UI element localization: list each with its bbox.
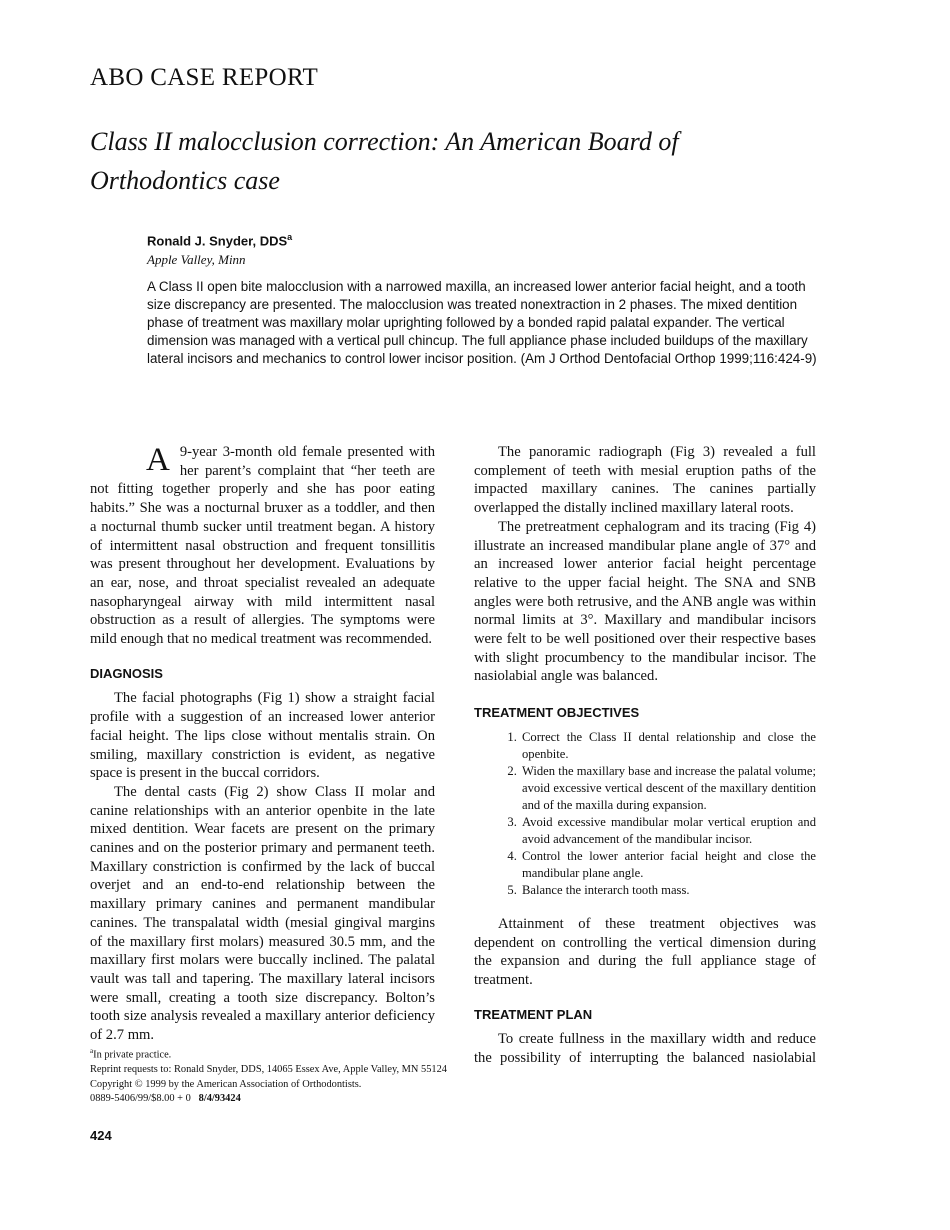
- intro-paragraph: [90, 443, 435, 649]
- footnote-practice-text: In private practice.: [93, 1049, 172, 1061]
- footnote-code-text: 0889-5406/99/$8.00 + 0: [90, 1093, 191, 1105]
- diagnosis-paragraph-2: The dental casts (Fig 2) show Class II molar and canine relationships with an anterior openbite in the late mixed dentition. Wear facets are present on the primary canines and on the posterior primary and permanent teeth. Maxillary constriction is confirmed by the lack of buccal overjet and an end-to-end relationship between the maxillary primary canines and permanent mandibular canines. The transpalatal width (mesial gingival margins of the maxillary first molars) measured 30.5 mm, and the maxillary first molars were buccally inclined. The palatal vault was tall and tapering. The maxillary lateral incisors were small, creating a tooth size discrepancy. Bolton’s tooth size analysis revealed a maxillary anterior deficiency of 2.7 mm.: [90, 783, 435, 1044]
- objective-item: 3. Avoid excessive mandibular molar vertical eruption and avoid advancement of the mandibular incisor.: [520, 814, 816, 848]
- intro-text: 9-year 3-month old female presented with her parent’s complaint that “her teeth are not fitting together properly and she has poor eating habits.” She was a nocturnal bruxer as a toddler, and then a nocturnal thumb sucker until treatment began. A history of intermittent nasal obstruction and frequent tonsillitis was present throughout her development. Evaluations by an ear, nose, and throat specialist revealed an adequate nasopharyngeal airway with mild intermittent nasal obstruction as a result of allergies. The symptoms were mild enough that no medical treatment was recommended.: [90, 444, 435, 648]
- plan-heading: TREATMENT PLAN: [474, 1006, 593, 1022]
- objectives-list: [474, 729, 816, 899]
- objective-item: 1. Correct the Class II dental relationship and close the openbite.: [520, 729, 816, 763]
- footnote-code-bold: 8/4/93424: [198, 1093, 241, 1105]
- author-text: Ronald J. Snyder, DDS: [147, 233, 288, 249]
- footnote-code: [90, 1092, 450, 1107]
- footnote-practice: [90, 1044, 450, 1063]
- footnote-copyright: Copyright © 1999 by the American Association of Orthodontists.: [90, 1078, 362, 1090]
- page-number: 424: [90, 1128, 112, 1143]
- objectives-paragraph: Attainment of these treatment objectives was dependent on controlling the vertical dimension during the expansion and during the full appliance stage of treatment.: [474, 915, 816, 988]
- objective-item: 5. Balance the interarch tooth mass.: [520, 882, 816, 899]
- author-affiliation: Apple Valley, Minn: [147, 252, 246, 267]
- diagnosis-paragraph-3: The panoramic radiograph (Fig 3) revealed a full complement of teeth with mesial eruption paths of the impacted maxillary canines. The canines partially overlapped the distally inclined maxillary lateral roots.: [474, 444, 816, 517]
- plan-paragraph: To create fullness in the maxillary width and reduce the possibility of interrupting the balanced nasiolabial: [474, 1031, 816, 1067]
- footnote-reprint: Reprint requests to: Ronald Snyder, DDS, 14065 Essex Ave, Apple Valley, MN 55124: [90, 1064, 447, 1076]
- author-footnote-mark: a: [287, 232, 293, 242]
- author-name: [147, 232, 292, 248]
- objectives-heading: TREATMENT OBJECTIVES: [474, 705, 640, 721]
- diagnosis-paragraph-4: The pretreatment cephalogram and its tracing (Fig 4) illustrate an increased mandibular plane angle of 37° and an increased lower anterior facial height percentage relative to the upper facial height. The SNA and SNB angles were both retrusive, and the ANB angle was within normal limits at 3°. Maxillary and mandibular incisors were felt to be well positioned over their respective bases with slight procumbency to the mandibular incisor. The nasiolabial angle was balanced.: [474, 518, 816, 685]
- objective-item: 4. Control the lower anterior facial height and close the mandibular plane angle.: [520, 848, 816, 882]
- journal-section-heading: ABO CASE REPORT: [90, 64, 319, 91]
- objective-item: 2. Widen the maxillary base and increase the palatal volume; avoid excessive vertical descent of the maxillary dentition and of the maxilla during expansion.: [520, 763, 816, 814]
- right-column: [474, 443, 816, 1068]
- footnote-mark: a: [90, 1047, 94, 1055]
- diagnosis-paragraph-1: The facial photographs (Fig 1) show a straight facial profile with a suggestion of an increased lower anterior facial height. The lips close without mentalis strain. On smiling, maxillary constriction is evident, as negative space is present in the buccal corridors.: [90, 690, 435, 782]
- article-title: Class II malocclusion correction: An American Board of Orthodontics case: [90, 127, 679, 195]
- drop-cap: A: [146, 442, 170, 478]
- footnotes: [90, 1044, 450, 1107]
- diagnosis-heading: DIAGNOSIS: [90, 665, 163, 681]
- abstract: A Class II open bite malocclusion with a narrowed maxilla, an increased lower anterior facial height, and a tooth size discrepancy are presented. The malocclusion was treated nonextraction in 2 phases. The mixed dentition phase of treatment was maxillary molar uprighting followed by a bonded rapid palatal expander. The vertical dimension was managed with a vertical pull chincup. The full appliance phase included buildups of the maxillary lateral incisors and mechanics to control lower incisor position. (Am J Orthod Dentofacial Orthop 1999;116:424-9): [147, 279, 817, 367]
